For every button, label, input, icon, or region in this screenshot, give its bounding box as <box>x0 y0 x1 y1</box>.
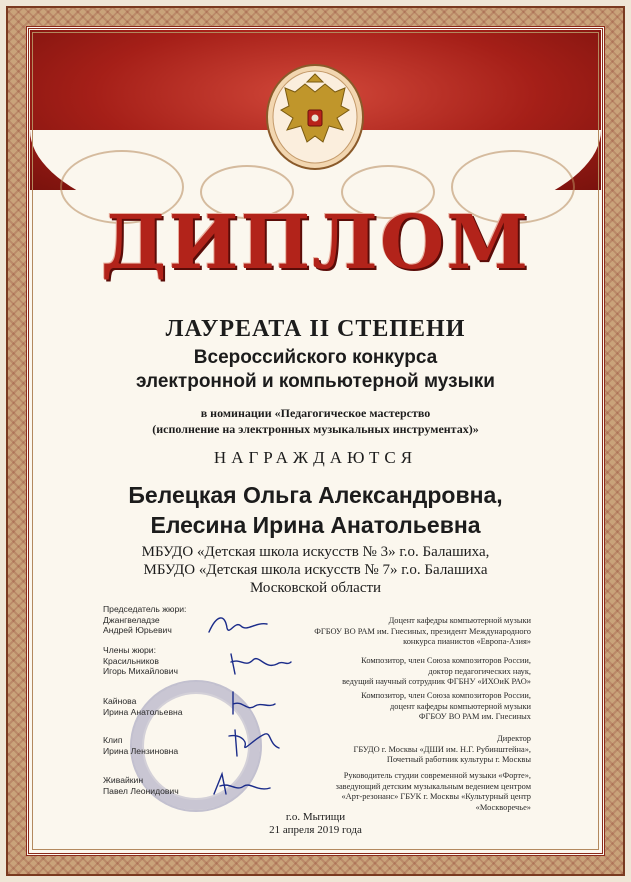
jury-member-name: Красильников <box>103 655 159 666</box>
recipient-name: Белецкая Ольга Александровна, <box>128 482 503 508</box>
jury-member-name: Игорь Михайлович <box>103 666 179 676</box>
jury-title-line: доктор педагогических наук, <box>428 666 531 676</box>
jury-title-line: Доцент кафедры компьютерной музыки <box>388 616 531 625</box>
jury-title-line: ФГБОУ ВО РАМ им. Гнесиных, президент Международного <box>314 626 531 636</box>
nomination-line: в номинации «Педагогическое мастерство <box>200 406 431 420</box>
jury-member-name: Джангвеладзе <box>103 614 160 625</box>
school-line: МБУДО «Детская школа искусств № 7» г.о. Балашиха <box>143 562 488 578</box>
jury-member-name: Павел Леонидович <box>103 785 179 796</box>
jury-member-title <box>281 656 531 688</box>
date: 21 апреля 2019 года <box>269 824 362 836</box>
recipient-names <box>0 480 631 540</box>
city: г.о. Мытищи <box>285 811 346 823</box>
signature <box>210 770 280 800</box>
jury-member-title <box>281 771 531 813</box>
jury-member-name: Клип <box>103 735 123 745</box>
jury-member <box>103 645 178 677</box>
recipient-name: Елесина Ирина Анатольевна <box>150 512 481 538</box>
jury-member <box>103 735 178 756</box>
jury-member <box>103 696 183 717</box>
diploma-title: ДИПЛОМ <box>100 200 531 286</box>
contest-name <box>0 346 631 394</box>
degree-heading: ЛАУРЕАТА II СТЕПЕНИ <box>165 316 466 342</box>
jury-title-line: Руководитель студии современной музыки «Форте», <box>343 771 531 780</box>
jury-member-title <box>281 734 531 766</box>
school-line: Московской области <box>249 580 382 596</box>
signature <box>205 610 275 640</box>
place-and-date <box>0 811 631 837</box>
recipient-schools <box>0 543 631 597</box>
jury-title-line: заведующий детским музыкальным ведением центром <box>335 781 531 791</box>
jury-member-name: Ирина Лензиновна <box>103 745 179 756</box>
contest-line: Всероссийского конкурса <box>193 347 438 368</box>
jury-title-line: Композитор, член Союза композиторов России, <box>361 691 531 700</box>
jury-heading: Члены жюри: <box>103 645 156 655</box>
jury-member-title <box>281 691 531 723</box>
jury-chair-title <box>281 616 531 648</box>
jury-member <box>103 775 179 796</box>
awarded-label: НАГРАЖДАЮТСЯ <box>213 448 418 467</box>
nomination-line: (исполнение на электронных музыкальных инструментах)» <box>152 422 479 436</box>
contest-line: электронной и компьютерной музыки <box>136 371 495 392</box>
jury-heading: Председатель жюри: <box>103 604 187 614</box>
jury-title-line: доцент кафедры компьютерной музыки <box>390 701 531 711</box>
jury-title-line: ГБУДО г. Москвы «ДШИ им. Н.Г. Рубинштейна», <box>353 744 531 754</box>
jury-title-line: ФГБОУ ВО РАМ им. Гнесиных <box>418 712 531 721</box>
nomination <box>0 405 631 437</box>
double-headed-eagle-emblem <box>265 62 365 172</box>
jury-title-line: Композитор, член Союза композиторов России, <box>361 656 531 665</box>
jury-title-line: ведущий научный сотрудник ФГБНУ «ИХОиК РАО» <box>342 677 531 686</box>
jury-title-line: «Арт-резонанс» ГБУК г. Москвы «Культурный центр <box>341 792 531 801</box>
jury-title-line: Директор <box>497 734 531 743</box>
school-line: МБУДО «Детская школа искусств № 3» г.о. Балашиха, <box>141 544 490 560</box>
jury-chair <box>103 604 186 636</box>
jury-member-name: Ирина Анатольевна <box>103 706 183 717</box>
jury-title-line: Почетный работник культуры г. Москвы <box>386 755 531 764</box>
jury-title-line: конкурса пианистов «Европа-Азия» <box>403 637 531 646</box>
jury-member-name: Живайкин <box>103 775 144 785</box>
jury-member-name: Кайнова <box>103 696 137 706</box>
jury-title-line: «Москворечье» <box>475 802 531 812</box>
jury-member-name: Андрей Юрьевич <box>103 625 172 635</box>
